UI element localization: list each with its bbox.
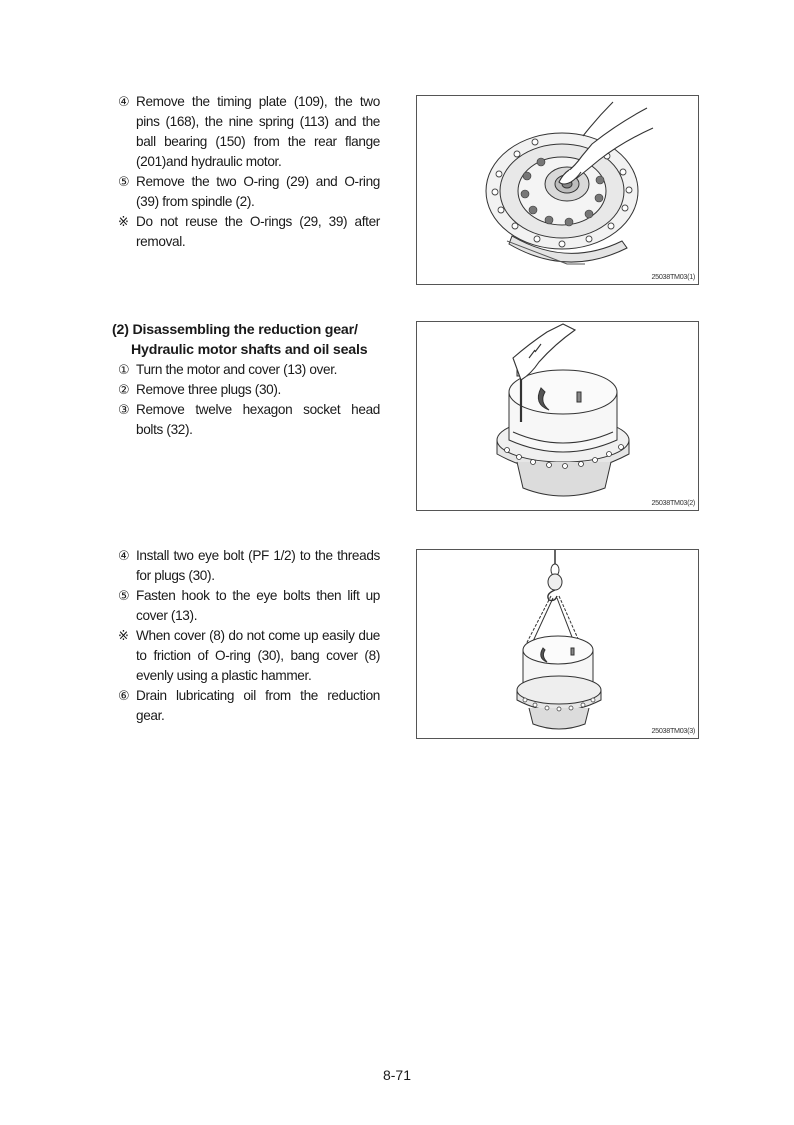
note-item xyxy=(112,212,380,252)
rear-flange-illustration xyxy=(417,96,700,286)
section-number: (2) xyxy=(112,322,129,338)
step-text: Remove the two O-ring (29) and O-ring (39) from spindle (2). xyxy=(136,174,380,209)
section-heading-line2: Hydraulic motor shafts and oil seals xyxy=(131,342,368,358)
step-marker: ④ xyxy=(118,548,130,563)
step-marker: ③ xyxy=(118,402,130,417)
figure-caption: 25038TM03(3) xyxy=(651,726,695,735)
step-text: Turn the motor and cover (13) over. xyxy=(136,362,338,377)
step-marker: ② xyxy=(118,382,130,397)
section-heading-line1: Disassembling the reduction gear/ xyxy=(132,322,358,338)
step-text: Remove three plugs (30). xyxy=(136,382,281,397)
figure-caption: 25038TM03(1) xyxy=(651,272,695,281)
step-marker: ⑤ xyxy=(118,588,130,603)
figure-lift-cover xyxy=(416,549,699,739)
cover-bolts-illustration xyxy=(417,322,700,512)
step-marker: ① xyxy=(118,362,130,377)
section-heading xyxy=(112,320,380,360)
step-item xyxy=(112,380,380,400)
step-item xyxy=(112,360,380,380)
note-text: Do not reuse the O-rings (29, 39) after removal. xyxy=(136,214,380,249)
section1-steps xyxy=(112,92,380,252)
note-item xyxy=(112,626,380,686)
note-text: When cover (8) do not come up easily due to friction of O-ring (30), bang cover (8) evenly using a plastic hammer. xyxy=(136,628,380,683)
step-marker: ⑥ xyxy=(118,688,130,703)
step-item xyxy=(112,400,380,440)
figure-cover-bolts xyxy=(416,321,699,511)
step-text: Install two eye bolt (PF 1/2) to the threads for plugs (30). xyxy=(136,548,380,583)
step-item xyxy=(112,172,380,212)
lift-cover-illustration xyxy=(417,550,700,740)
step-item xyxy=(112,686,380,726)
page-number: 8-71 xyxy=(382,1067,412,1083)
step-text: Drain lubricating oil from the reduction gear. xyxy=(136,688,380,723)
step-text: Fasten hook to the eye bolts then lift up cover (13). xyxy=(136,588,380,623)
step-text: Remove the timing plate (109), the two pins (168), the nine spring (113) and the ball bearing (150) from the rear flange (201)and hydraulic motor. xyxy=(136,94,380,169)
step-marker: ⑤ xyxy=(118,174,130,189)
section3-steps xyxy=(112,546,380,726)
note-marker: ※ xyxy=(118,628,129,643)
step-marker: ④ xyxy=(118,94,130,109)
section2-steps xyxy=(112,320,380,440)
step-item xyxy=(112,586,380,626)
step-text: Remove twelve hexagon socket head bolts (32). xyxy=(136,402,380,437)
step-item xyxy=(112,546,380,586)
figure-rear-flange xyxy=(416,95,699,285)
step-item xyxy=(112,92,380,172)
note-marker: ※ xyxy=(118,214,129,229)
figure-caption: 25038TM03(2) xyxy=(651,498,695,507)
